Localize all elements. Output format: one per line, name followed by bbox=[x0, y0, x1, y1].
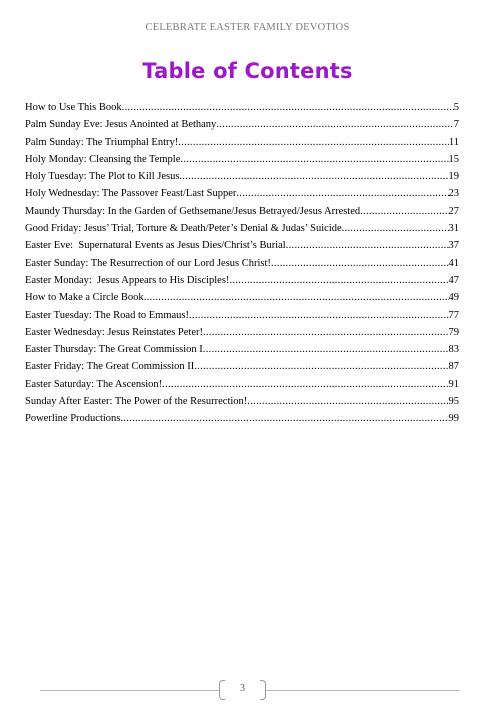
toc-entry-page: 19 bbox=[448, 171, 459, 183]
toc-entry-page: 47 bbox=[448, 274, 459, 286]
toc-entry[interactable] bbox=[25, 185, 459, 202]
toc-entry[interactable] bbox=[25, 324, 459, 341]
toc-entry-label: Palm Sunday: The Triumphal Entry! bbox=[25, 136, 179, 148]
toc-entry-label: Holy Tuesday: The Plot to Kill Jesus bbox=[25, 171, 180, 183]
toc-entry[interactable] bbox=[25, 203, 459, 220]
toc-entry-label: Easter Eve: Supernatural Events as Jesus Dies/Christ’s Burial bbox=[25, 240, 286, 252]
toc-entry-page: 91 bbox=[448, 378, 459, 390]
toc-dot-leader bbox=[286, 237, 449, 254]
page-number: 3 bbox=[240, 683, 245, 694]
toc-entry-page: 79 bbox=[448, 326, 459, 338]
toc-dot-leader bbox=[189, 307, 449, 324]
toc-dot-leader bbox=[216, 116, 453, 133]
toc-entry-label: Palm Sunday Eve: Jesus Anointed at Bethany bbox=[25, 119, 217, 131]
toc-entry-page: 37 bbox=[448, 240, 459, 252]
toc-dot-leader bbox=[194, 358, 448, 375]
toc-entry-label: How to Use This Book bbox=[25, 102, 122, 113]
toc-title: Table of Contents bbox=[142, 59, 353, 83]
footer-rule-left bbox=[40, 690, 220, 691]
toc-entry-page: 99 bbox=[448, 413, 459, 425]
toc-entry-label: Easter Wednesday: Jesus Reinstates Peter! bbox=[25, 326, 203, 338]
toc-entry[interactable] bbox=[25, 168, 459, 185]
toc-entry[interactable] bbox=[25, 237, 459, 254]
toc-entry[interactable] bbox=[25, 220, 459, 237]
toc-entry-page: 83 bbox=[448, 344, 459, 356]
toc-entry[interactable] bbox=[25, 358, 459, 375]
toc-entry-label: Easter Monday: Jesus Appears to His Disciples! bbox=[25, 274, 230, 286]
toc-entry[interactable] bbox=[25, 255, 459, 272]
toc-entry-page: 87 bbox=[448, 361, 459, 373]
toc-entry[interactable] bbox=[25, 410, 459, 427]
toc-entry-page: 31 bbox=[448, 223, 459, 235]
toc-dot-leader bbox=[271, 255, 449, 272]
toc-entry[interactable] bbox=[25, 99, 459, 116]
toc-dot-leader bbox=[229, 272, 448, 289]
toc-dot-leader bbox=[236, 185, 448, 202]
toc-entry-page: 11 bbox=[448, 136, 459, 148]
toc-entry-label: Holy Wednesday: The Passover Feast/Last Supper bbox=[25, 188, 237, 200]
toc-dot-leader bbox=[203, 324, 449, 341]
toc-entry-page: 15 bbox=[448, 153, 459, 165]
toc-entry[interactable] bbox=[25, 151, 459, 168]
toc-entry-page: 49 bbox=[448, 292, 459, 304]
toc-dot-leader bbox=[203, 341, 449, 358]
footer-rule-right bbox=[266, 690, 460, 691]
toc-dot-leader bbox=[120, 410, 448, 427]
toc-dot-leader bbox=[360, 203, 448, 220]
toc-dot-leader bbox=[179, 168, 448, 185]
toc-entry-page: 41 bbox=[448, 257, 459, 269]
toc-entry-label: Powerline Productions bbox=[25, 413, 121, 425]
toc-entry-page: 5 bbox=[453, 102, 459, 113]
toc-dot-leader bbox=[247, 393, 448, 410]
toc-entry-page: 7 bbox=[453, 119, 459, 131]
toc-entry-label: Easter Saturday: The Ascension! bbox=[25, 378, 163, 390]
toc-entry[interactable] bbox=[25, 272, 459, 289]
toc-entry[interactable] bbox=[25, 289, 459, 306]
toc-entry[interactable] bbox=[25, 116, 459, 133]
toc-dot-leader bbox=[122, 99, 454, 116]
running-header: CELEBRATE EASTER FAMILY DEVOTIOS bbox=[145, 22, 350, 33]
toc-entry[interactable] bbox=[25, 307, 459, 324]
toc-entry[interactable] bbox=[25, 341, 459, 358]
toc-entry[interactable] bbox=[25, 134, 459, 151]
toc-entry-label: Maundy Thursday: In the Garden of Gethsemane/Jesus Betrayed/Jesus Arrested bbox=[25, 205, 361, 217]
toc-entry[interactable] bbox=[25, 376, 459, 393]
toc-entry-label: Sunday After Easter: The Power of the Resurrection! bbox=[25, 396, 248, 408]
toc-entry-label: Easter Thursday: The Great Commission I bbox=[25, 344, 203, 356]
toc-entry-page: 27 bbox=[448, 205, 459, 217]
toc-entry-label: Easter Tuesday: The Road to Emmaus! bbox=[25, 309, 189, 321]
toc-dot-leader bbox=[162, 376, 448, 393]
toc-list bbox=[25, 99, 459, 428]
toc-entry-label: Easter Friday: The Great Commission II bbox=[25, 361, 195, 373]
toc-entry-page: 95 bbox=[448, 396, 459, 408]
toc-dot-leader bbox=[178, 134, 449, 151]
toc-entry-label: Easter Sunday: The Resurrection of our Lord Jesus Christ! bbox=[25, 257, 271, 269]
toc-entry-page: 77 bbox=[448, 309, 459, 321]
toc-entry-label: Holy Monday: Cleansing the Temple bbox=[25, 153, 181, 165]
toc-dot-leader bbox=[342, 220, 449, 237]
toc-entry[interactable] bbox=[25, 393, 459, 410]
toc-dot-leader bbox=[144, 289, 449, 306]
toc-dot-leader bbox=[180, 151, 448, 168]
toc-entry-label: How to Make a Circle Book bbox=[25, 292, 144, 304]
toc-entry-label: Good Friday: Jesus’ Trial, Torture & Death/Peter’s Denial & Judas’ Suicide bbox=[25, 223, 342, 235]
toc-entry-page: 23 bbox=[448, 188, 459, 200]
